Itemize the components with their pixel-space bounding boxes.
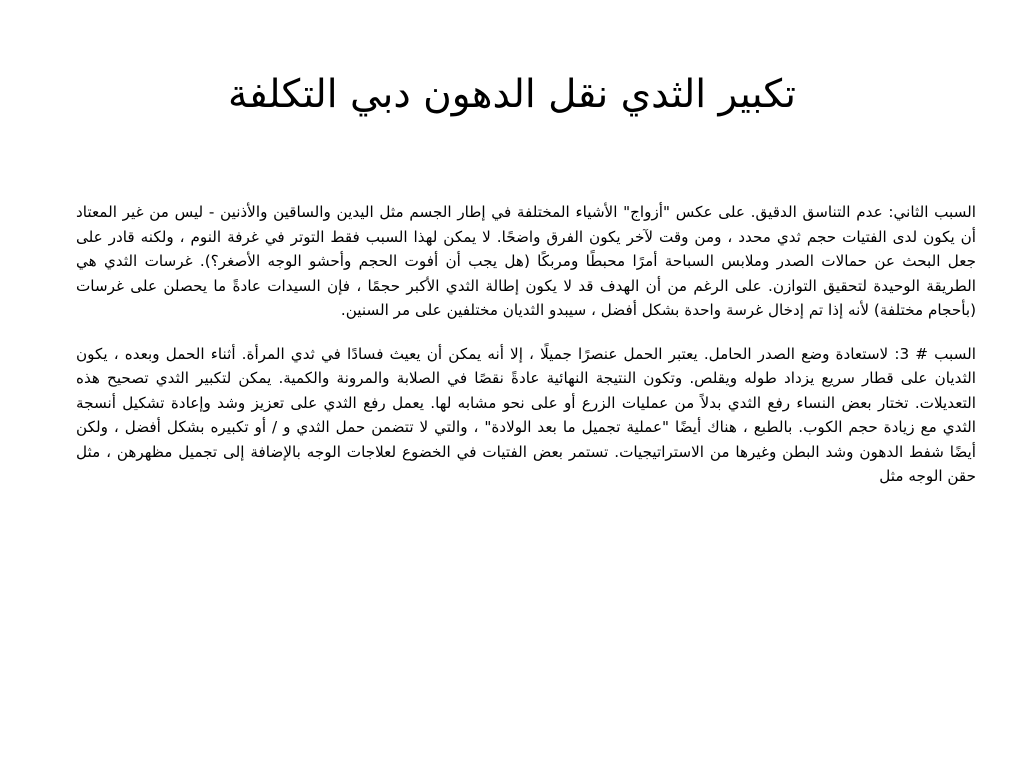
- slide-title: تكبير الثدي نقل الدهون دبي التكلفة: [228, 72, 796, 117]
- body-paragraph-2: السبب # 3: لاستعادة وضع الصدر الحامل. يعتبر الحمل عنصرًا جميلًا ، إلا أنه يمكن أن يعيث فسادًا في ثدي المرأة. أثناء الحمل وبعده ، يكون الثديان على قطار سريع يزداد طوله ويقلص. وتكون النتيجة النهائية عادةً نقصًا في الصلابة والمرونة والكمية. يمكن لتكبير الثدي تصحيح هذه التعديلات. تختار بعض النساء رفع الثدي بدلاً من عمليات الزرع أو على نحو مشابه لها. يعمل رفع الثدي على تعزيز وشد وإعادة تشكيل أنسجة الثدي مع زيادة حجم الكوب. بالطبع ، هناك أيضًا "عملية تجميل ما بعد الولادة" ، والتي لا تتضمن حمل الثدي و / أو تكبيره بشكل أفضل ، ولكن أيضًا شفط الدهون وشد البطن وغيرها من الاستراتيجيات. تستمر بعض الفتيات في الخضوع لعلاجات الوجه بالإضافة إلى تجميل مظهرهن ، مثل حقن الوجه مثل: [76, 344, 976, 485]
- body-paragraph-1: السبب الثاني: عدم التناسق الدقيق. على عكس "أزواج" الأشياء المختلفة في إطار الجسم مثل اليدين والساقين والأذنين - ليس من غير المعتاد أن يكون لدى الفتيات حجم ثدي محدد ، ومن وقت لآخر يكون الفرق واضحًا. لا يمكن لهذا السبب فقط التوتر في غرفة النوم ، ولكنه قادر على جعل البحث عن حمالات الصدر وملابس السباحة أمرًا محبطًا ومربكًا (هل يجب أن أفوت الحجم وأحشو الوجه الأصغر؟). غرسات الثدي هي الطريقة الوحيدة لتحقيق التوازن. على الرغم من أن الهدف قد لا يكون إطالة الثدي الأكبر حجمًا ، فإن السيدات عادةً ما يحصلن على غرسات (بأحجام مختلفة) لأنه إذا تم إدخال غرسة واحدة بشكل أفضل ، سيبدو الثديان مختلفين على مر السنين.: [76, 203, 976, 319]
- slide-body: [76, 200, 976, 508]
